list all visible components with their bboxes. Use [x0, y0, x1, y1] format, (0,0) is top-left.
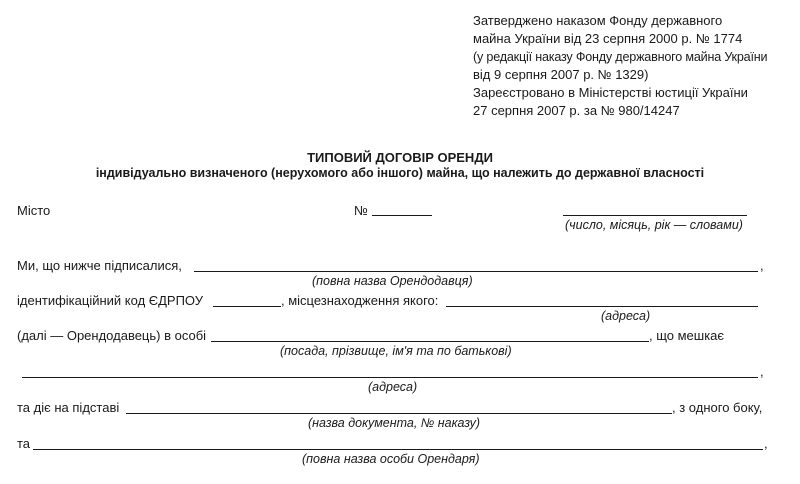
number-label: № [354, 203, 368, 218]
hereinafter-label: (далі — Орендодавець) в особі [17, 328, 207, 343]
basis-document-field[interactable] [126, 413, 672, 414]
approval-line-2: майна України від 23 серпня 2000 р. № 1774 [473, 31, 743, 46]
address-hint: (адреса) [368, 380, 418, 394]
edrpou-field[interactable] [213, 306, 281, 307]
comma: , [760, 364, 764, 379]
representative-address-field[interactable] [22, 377, 758, 378]
contract-date-field[interactable] [563, 215, 747, 216]
person-hint: (посада, прізвище, ім'я та по батькові) [280, 344, 512, 358]
acts-on-basis-label: та діє на підставі [17, 400, 120, 415]
representative-field[interactable] [211, 341, 649, 342]
city-label: Місто [17, 203, 51, 218]
undersigned-label: Ми, що нижче підписалися, [17, 258, 182, 273]
lessee-name-field[interactable] [33, 449, 763, 450]
one-side-label: , з одного боку, [672, 400, 763, 415]
location-label: , місцезнаходження якого: [281, 293, 439, 308]
date-hint: (число, місяць, рік — словами) [565, 218, 743, 232]
lessor-address-field[interactable] [446, 306, 758, 307]
registration-line-2: 27 серпня 2007 р. за № 980/14247 [473, 103, 680, 118]
lessor-name-hint: (повна назва Орендодавця) [312, 274, 473, 288]
approval-line-1: Затверджено наказом Фонду державного [473, 13, 723, 28]
lessee-name-hint: (повна назва особи Орендаря) [302, 452, 480, 466]
address-hint: (адреса) [601, 309, 651, 323]
edrpou-label: ідентифікаційний код ЄДРПОУ [17, 293, 204, 308]
comma: , [760, 258, 764, 273]
document-hint: (назва документа, № наказу) [308, 416, 481, 430]
registration-line-1: Зареєстровано в Міністерстві юстиції України [473, 85, 748, 100]
lessor-name-field[interactable] [194, 271, 758, 272]
approval-line-3: (у редакції наказу Фонду державного майна України [473, 50, 768, 64]
and-label: та [17, 436, 31, 451]
approval-line-4: від 9 серпня 2007 р. № 1329) [473, 67, 649, 82]
lives-label: , що мешкає [649, 328, 725, 343]
contract-number-field[interactable] [372, 215, 432, 216]
document-subtitle: індивідуально визначеного (нерухомого або іншого) майна, що належить до державної власності [95, 166, 705, 180]
document-title: ТИПОВИЙ ДОГОВІР ОРЕНДИ [307, 150, 493, 165]
approval-note [473, 12, 767, 120]
comma: , [764, 436, 768, 451]
